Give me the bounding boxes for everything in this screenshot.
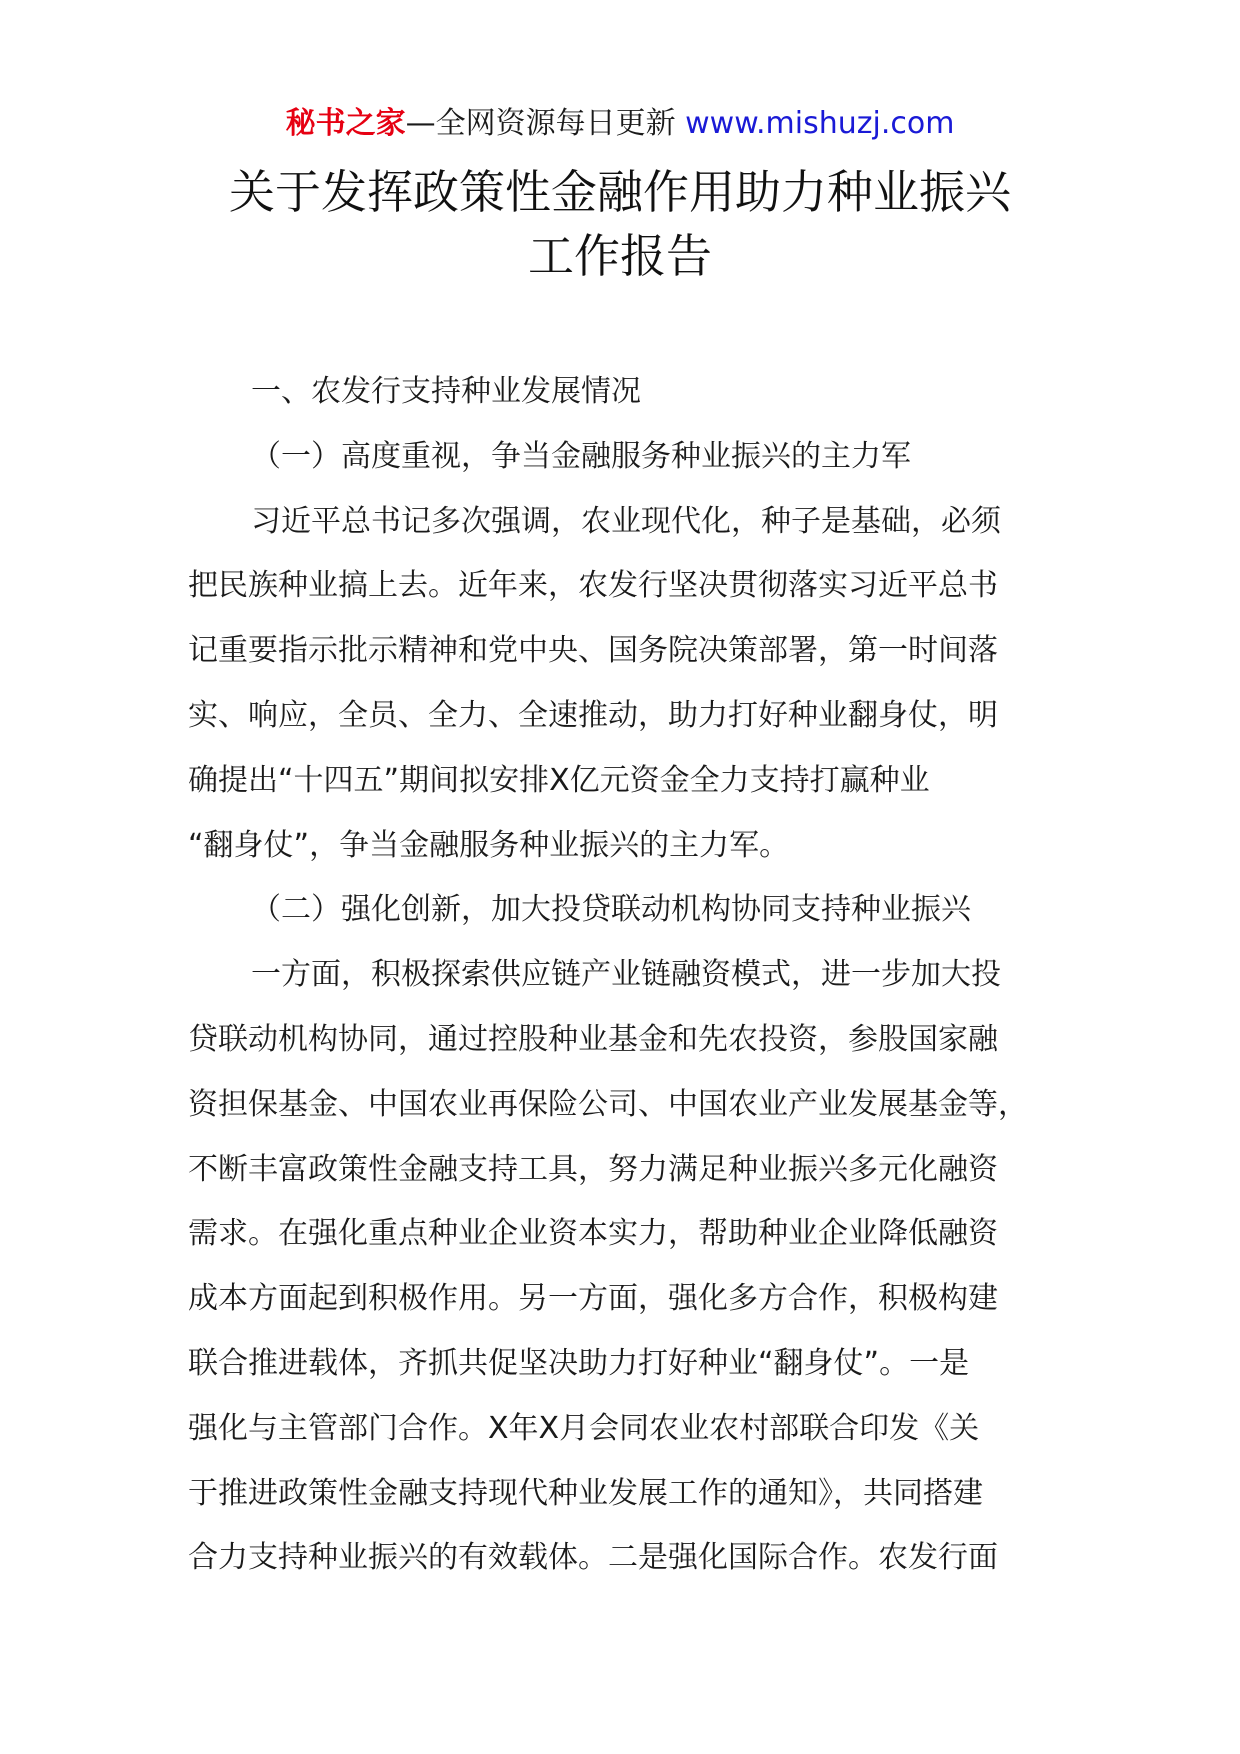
section-heading: 一、农发行支持种业发展情况 [251, 374, 641, 409]
subsection-heading: （一）高度重视，争当金融服务种业振兴的主力军 [251, 438, 911, 474]
title-line-1: 关于发挥政策性金融作用助力种业振兴 [229, 165, 1011, 219]
subsection-heading: （二）强化创新，加大投贷联动机构协同支持种业振兴 [251, 892, 971, 928]
site-url-link[interactable]: www.mishuzj.com [685, 106, 955, 141]
paragraph-line: 记重要指示批示精神和党中央、国务院决策部署，第一时间落 [188, 633, 998, 669]
brand-name: 秘书之家 [285, 106, 406, 141]
title-line-2: 工作报告 [528, 229, 712, 283]
document-body [188, 360, 1068, 1591]
paragraph-line: 于推进政策性金融支持现代种业发展工作的通知》，共同搭建 [188, 1475, 983, 1511]
paragraph-line: 不断丰富政策性金融支持工具，努力满足种业振兴多元化融资 [188, 1151, 998, 1187]
paragraph-line: 需求。在强化重点种业企业资本实力，帮助种业企业降低融资 [188, 1216, 998, 1252]
paragraph-line: 资担保基金、中国农业再保险公司、中国农业产业发展基金等， [188, 1086, 1028, 1122]
site-slogan: —全网资源每日更新 [405, 106, 686, 141]
paragraph-line: 联合推进载体，齐抓共促坚决助力打好种业“翻身仗”。一是 [188, 1345, 970, 1381]
document-title [0, 160, 1240, 288]
paragraph-line: 强化与主管部门合作。X年X月会同农业农村部联合印发《关 [188, 1410, 980, 1446]
paragraph-line: 把民族种业搞上去。近年来，农发行坚决贯彻落实习近平总书 [188, 568, 998, 604]
paragraph-line: 习近平总书记多次强调，农业现代化，种子是基础，必须 [251, 503, 1001, 539]
paragraph-line: 确提出“十四五”期间拟安排X亿元资金全力支持打赢种业 [188, 762, 930, 798]
paragraph-line: “翻身仗”，争当金融服务种业振兴的主力军。 [188, 827, 790, 863]
site-header [0, 104, 1240, 144]
paragraph-line: 实、响应，全员、全力、全速推动，助力打好种业翻身仗，明 [188, 697, 998, 733]
paragraph-line: 成本方面起到积极作用。另一方面，强化多方合作，积极构建 [188, 1281, 998, 1317]
paragraph-line: 贷联动机构协同，通过控股种业基金和先农投资，参股国家融 [188, 1021, 998, 1057]
paragraph-line: 合力支持种业振兴的有效载体。二是强化国际合作。农发行面 [188, 1540, 998, 1576]
paragraph-line: 一方面，积极探索供应链产业链融资模式，进一步加大投 [251, 957, 1001, 993]
